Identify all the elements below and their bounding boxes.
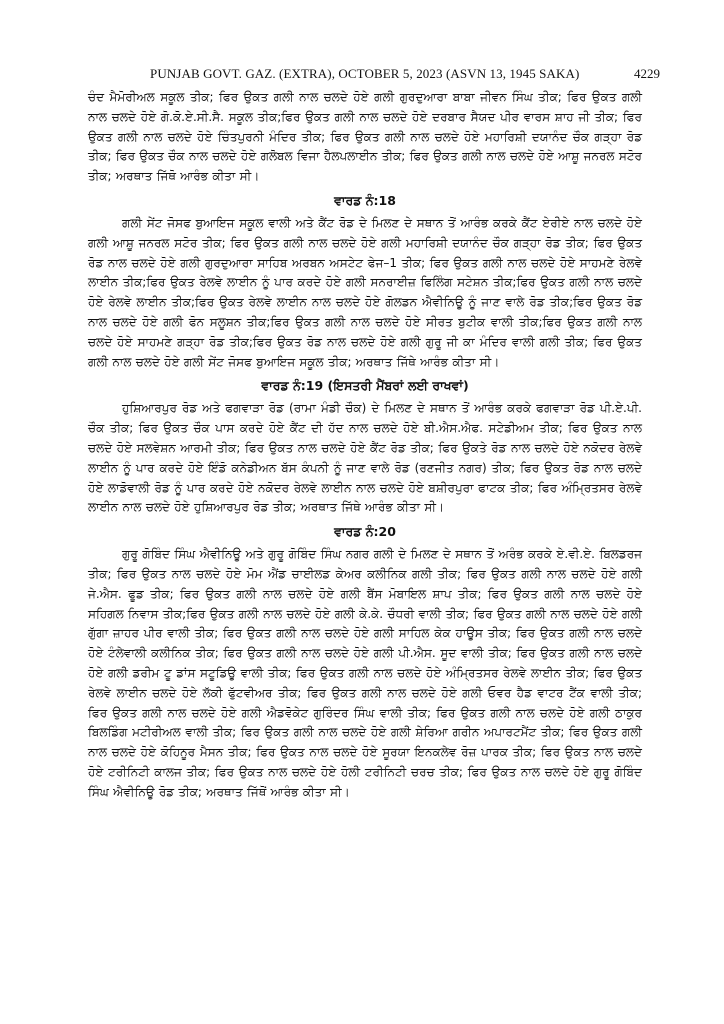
paragraph-ward-19: ਹੁਸ਼ਿਆਰਪੁਰ ਰੋਡ ਅਤੇ ਫਗਵਾੜਾ ਰੋਡ (ਰਾਮਾ ਮੰਡੀ ਚੌਕ) ਦੇ ਮਿਲਣ ਦੇ ਸਥਾਨ ਤੋਂ ਆਰੰਭ ਕਰਕੇ ਫਗਵਾੜਾ ਰੋਡ ਪੀ.ਏ.ਪੀ. ਚੌਕ ਤੀਕ; ਫਿਰ ਉਕਤ ਚੌਕ ਪਾਸ ਕਰਦੇ ਹੋਏ ਕੈਂਟ ਦੀ ਹੱਦ ਨਾਲ ਚਲਦੇ ਹੋਏ ਬੀ.ਐਸ.ਐਫ. ਸਟੇਡੀਅਮ ਤੀਕ; ਫਿਰ ਉਕਤ ਨਾਲ ਚਲਦੇ ਹੋਏ ਸਲਵੇਸ਼ਨ ਆਰਮੀ ਤੀਕ; ਫਿਰ ਉਕਤ ਨਾਲ ਚਲਦੇ ਹੋਏ ਕੈਂਟ ਰੋਡ ਤੀਕ; ਫਿਰ ਉਕਤੇ ਰੋਡ ਨਾਲ ਚਲਦੇ ਹੋਏ ਨਕੋਦਰ ਰੇਲਵੇ ਲਾਈਨ ਨੂੰ ਪਾਰ ਕਰਦੇ ਹੋਏ ਇੰਡੋ ਕਨੇਡੀਅਨ ਬੱਸ ਕੰਪਨੀ ਨੂੰ ਜਾਣ ਵਾਲੇ ਰੋਡ (ਰਣਜੀਤ ਨਗਰ) ਤੀਕ; ਫਿਰ ਉਕਤ ਰੋਡ ਨਾਲ ਚਲਦੇ ਹੋਏ ਲਾਡੋਵਾਲੀ ਰੋਡ ਨੂੰ ਪਾਰ ਕਰਦੇ ਹੋਏ ਨਕੋਦਰ ਰੇਲਵੇ ਲਾਈਨ ਨਾਲ ਚਲਦੇ ਹੋਏ ਬਸ਼ੀਰਪੁਰਾ ਫਾਟਕ ਤੀਕ; ਫਿਰ ਅੰਮ੍ਰਿਤਸਰ ਰੇਲਵੇ ਲਾਈਨ ਨਾਲ ਚਲਦੇ ਹੋਏ ਹੁਸ਼ਿਆਰਪੁਰ ਰੋਡ ਤੀਕ; ਅਰਥਾਤ ਜਿੱਥੇ ਆਰੰਭ ਕੀਤਾ ਸੀ। [88,401,642,515]
ward-18-heading: ਵਾਰਡ ਨੰ:18 [334,192,396,208]
ward-19-heading: ਵਾਰਡ ਨੰ:19 (ਇਸਤਰੀ ਮੈਂਬਰਾਂ ਲਈ ਰਾਖਵਾਂ) [261,378,469,394]
paragraph-ward-17-continued: ਚੰਦ ਮੈਮੋਰੀਅਲ ਸਕੂਲ ਤੀਕ; ਫਿਰ ਉਕਤ ਗਲੀ ਨਾਲ ਚਲਦੇ ਹੋਏ ਗਲੀ ਗੁਰਦੁਆਰਾ ਬਾਬਾ ਜੀਵਨ ਸਿੰਘ ਤੀਕ; ਫਿਰ ਉਕਤ ਗਲੀ ਨਾਲ ਚਲਦੇ ਹੋਏ ਗੋ.ਕੋ.ਏ.ਸੀ.ਸੈ. ਸਕੂਲ ਤੀਕ;ਫਿਰ ਉਕਤ ਗਲੀ ਨਾਲ ਚਲਦੇ ਹੋਏ ਦਰਬਾਰ ਸੈਯਦ ਪੀਰ ਵਾਰਸ ਸ਼ਾਹ ਜੀ ਤੀਕ; ਫਿਰ ਉਕਤ ਗਲੀ ਨਾਲ ਚਲਦੇ ਹੋਏ ਚਿੰਤਪੁਰਨੀ ਮੰਦਿਰ ਤੀਕ; ਫਿਰ ਉਕਤ ਗਲੀ ਨਾਲ ਚਲਦੇ ਹੋਏ ਮਹਾਰਿਸ਼ੀ ਦਯਾਨੰਦ ਚੌਕ ਗੜ੍ਹਾ ਰੋਡ ਤੀਕ; ਫਿਰ ਉਕਤ ਚੌਕ ਨਾਲ ਚਲਦੇ ਹੋਏ ਗਲੋਬਲ ਵਿਜਾ ਹੈਲਪਲਾਈਨ ਤੀਕ; ਫਿਰ ਉਕਤ ਗਲੀ ਨਾਲ ਚਲਦੇ ਹੋਏ ਆਸ਼ੂ ਜਨਰਲ ਸਟੋਰ ਤੀਕ; ਅਰਥਾਤ ਜਿੱਥੋ ਆਰੰਭ ਕੀਤਾ ਸੀ। [88,90,642,184]
paragraph-ward-20: ਗੁਰੂ ਗੋਬਿੰਦ ਸਿੰਘ ਐਵੀਨਿਊ ਅਤੇ ਗੁਰੂ ਗੋਬਿੰਦ ਸਿੰਘ ਨਗਰ ਗਲੀ ਦੇ ਮਿਲਣ ਦੇ ਸਥਾਨ ਤੋਂ ਅਰੰਭ ਕਰਕੇ ਏ.ਵੀ.ਏ. ਬਿਲਡਰਜ ਤੀਕ; ਫਿਰ ਉਕਤ ਨਾਲ ਚਲਦੇ ਹੋਏ ਮੋਮ ਐਂਡ ਚਾਈਲਡ ਕੇਅਰ ਕਲੀਨਿਕ ਗਲੀ ਤੀਕ; ਫਿਰ ਉਕਤ ਗਲੀ ਨਾਲ ਚਲਦੇ ਹੋਏ ਗਲੀ ਜੇ.ਐਸ. ਫੂਡ ਤੀਕ; ਫਿਰ ਉਕਤ ਗਲੀ ਨਾਲ ਚਲਦੇ ਹੋਏ ਗਲੀ ਬੈਂਸ ਮੋਬਾਇਲ ਸ਼ਾਪ ਤੀਕ; ਫਿਰ ਉਕਤ ਗਲੀ ਨਾਲ ਚਲਦੇ ਹੋਏ ਸਹਿਗਲ ਨਿਵਾਸ ਤੀਕ;ਫਿਰ ਉਕਤ ਗਲੀ ਨਾਲ ਚਲਦੇ ਹੋਏ ਗਲੀ ਕੇ.ਕੇ. ਚੌਧਰੀ ਵਾਲੀ ਤੀਕ; ਫਿਰ ਉਕਤ ਗਲੀ ਨਾਲ ਚਲਦੇ ਹੋਏ ਗਲੀ ਗੁੱਗਾ ਜ਼ਾਹਰ ਪੀਰ ਵਾਲੀ ਤੀਕ; ਫਿਰ ਉਕਤ ਗਲੀ ਨਾਲ ਚਲਦੇ ਹੋਏ ਗਲੀ ਸਾਹਿਲ ਕੇਕ ਹਾਊਸ ਤੀਕ; ਫਿਰ ਉਕਤ ਗਲੀ ਨਾਲ ਚਲਦੇ ਹੋਏ ਟੰਲੇਵਾਲੀ ਕਲੀਨਿਕ ਤੀਕ; ਫਿਰ ਉਕਤ ਗਲੀ ਨਾਲ ਚਲਦੇ ਹੋਏ ਗਲੀ ਪੀ.ਐਸ. ਸੂਦ ਵਾਲੀ ਤੀਕ; ਫਿਰ ਉਕਤ ਗਲੀ ਨਾਲ ਚਲਦੇ ਹੋਏ ਗਲੀ ਡਰੀਮ ਟੂ ਡਾਂਸ ਸਟੂਡਿਊ ਵਾਲੀ ਤੀਕ; ਫਿਰ ਉਕਤ ਗਲੀ ਨਾਲ ਚਲਦੇ ਹੋਏ ਅੰਮ੍ਰਿਤਸਰ ਰੇਲਵੇ ਲਾਈਨ ਤੀਕ; ਫਿਰ ਉਕਤ ਰੇਲਵੇ ਲਾਈਨ ਚਲਦੇ ਹੋਏ ਲੱਕੀ ਫੁੱਟਵੀਅਰ ਤੀਕ; ਫਿਰ ਉਕਤ ਗਲੀ ਨਾਲ ਚਲਦੇ ਹੋਏ ਗਲੀ ਓਵਰ ਹੈਡ ਵਾਟਰ ਟੈਂਕ ਵਾਲੀ ਤੀਕ; ਫਿਰ ਉਕਤ ਗਲੀ ਨਾਲ ਚਲਦੇ ਹੋਏ ਗਲੀ ਐਡਵੋਕੇਟ ਗੁਰਿੰਦਰ ਸਿੰਘ ਵਾਲੀ ਤੀਕ; ਫਿਰ ਉਕਤ ਗਲੀ ਨਾਲ ਚਲਦੇ ਹੋਏ ਗਲੀ ਠਾਕੁਰ ਬਿਲਡਿੰਗ ਮਟੀਰੀਅਲ ਵਾਲੀ ਤੀਕ; ਫਿਰ ਉਕਤ ਗਲੀ ਨਾਲ ਚਲਦੇ ਹੋਏ ਗਲੀ ਸ਼ੇਰਿਆ ਗਰੀਨ ਅਪਾਰਟਮੈਂਟ ਤੀਕ; ਫਿਰ ਉਕਤ ਗਲੀ ਨਾਲ ਚਲਦੇ ਹੋਏ ਕੋਹਿਨੂਰ ਮੈਸਨ ਤੀਕ; ਫਿਰ ਉਕਤ ਨਾਲ ਚਲਦੇ ਹੋਏ ਸੂਰਯਾ ਇਨਕਲੇਵ ਰੋਜ਼ ਪਾਰਕ ਤੀਕ; ਫਿਰ ਉਕਤ ਨਾਲ ਚਲਦੇ ਹੋਏ ਟਰੀਨਿਟੀ ਕਾਲਜ ਤੀਕ; ਫਿਰ ਉਕਤ ਨਾਲ ਚਲਦੇ ਹੋਏ ਹੋਲੀ ਟਰੀਨਿਟੀ ਚਰਚ ਤੀਕ; ਫਿਰ ਉਕਤ ਨਾਲ ਚਲਦੇ ਹੋਏ ਗੁਰੂ ਗੋਬਿੰਦ ਸਿੰਘ ਐਵੀਨਿਊ ਰੋਡ ਤੀਕ; ਅਰਥਾਤ ਜਿੱਥੋਂ ਆਰੰਭ ਕੀਤਾ ਸੀ। [88,547,642,799]
page-number: 4229 [634,66,660,81]
gazette-title: PUNJAB GOVT. GAZ. (EXTRA), OCTOBER 5, 2023 (ASVN 13, 1945 SAKA) [150,66,580,81]
page-header [88,66,660,88]
ward-20-heading: ਵਾਰਡ ਨੰ:20 [334,524,396,540]
paragraph-ward-18: ਗਲੀ ਸੇਂਟ ਜੋਸਫ ਬੁਆਇਜ ਸਕੂਲ ਵਾਲੀ ਅਤੇ ਕੈਂਟ ਰੋਡ ਦੇ ਮਿਲਣ ਦੇ ਸਥਾਨ ਤੋਂ ਆਰੰਭ ਕਰਕੇ ਕੈਂਟ ਏਰੀਏ ਨਾਲ ਚਲਦੇ ਹੋਏ ਗਲੀ ਆਸ਼ੂ ਜਨਰਲ ਸਟੋਰ ਤੀਕ; ਫਿਰ ਉਕਤ ਗਲੀ ਨਾਲ ਚਲਦੇ ਹੋਏ ਗਲੀ ਮਹਾਰਿਸ਼ੀ ਦਯਾਨੰਦ ਚੌਕ ਗੜ੍ਹਾ ਰੋਡ ਤੀਕ; ਫਿਰ ਉਕਤ ਰੋਡ ਨਾਲ ਚਲਦੇ ਹੋਏ ਗਲੀ ਗੁਰਦੁਆਰਾ ਸਾਹਿਬ ਅਰਬਨ ਅਸਟੇਟ ਫੇਜ–1 ਤੀਕ; ਫਿਰ ਉਕਤ ਗਲੀ ਨਾਲ ਚਲਦੇ ਹੋਏ ਸਾਹਮਣੇ ਰੇਲਵੇ ਲਾਈਨ ਤੀਕ;ਫਿਰ ਉਕਤ ਰੇਲਵੇ ਲਾਈਨ ਨੂੰ ਪਾਰ ਕਰਦੇ ਹੋਏ ਗਲੀ ਸਨਰਾਈਜ਼ ਫਿਲਿੰਗ ਸਟੇਸ਼ਨ ਤੀਕ;ਫਿਰ ਉਕਤ ਗਲੀ ਨਾਲ ਚਲਦੇ ਹੋਏ ਰੇਲਵੇ ਲਾਈਨ ਤੀਕ;ਫਿਰ ਉਕਤ ਰੇਲਵੇ ਲਾਈਨ ਨਾਲ ਚਲਦੇ ਹੋਏ ਗੋਲਡਨ ਐਵੀਨਿਊ ਨੂੰ ਜਾਣ ਵਾਲੇ ਰੋਡ ਤੀਕ;ਫਿਰ ਉਕਤ ਰੋਡ ਨਾਲ ਚਲਦੇ ਹੋਏ ਗਲੀ ਫੋਨ ਸਲੂਸ਼ਨ ਤੀਕ;ਫਿਰ ਉਕਤ ਗਲੀ ਨਾਲ ਚਲਦੇ ਹੋਏ ਸੀਰਤ ਬੁਟੀਕ ਵਾਲੀ ਤੀਕ;ਫਿਰ ਉਕਤ ਗਲੀ ਨਾਲ ਚਲਦੇ ਹੋਏ ਸਾਹਮਣੇ ਗੜ੍ਹਾ ਰੋਡ ਤੀਕ;ਫਿਰ ਉਕਤ ਰੋਡ ਨਾਲ ਚਲਦੇ ਹੋਏ ਗਲੀ ਗੁਰੂ ਜੀ ਕਾ ਮੰਦਿਰ ਵਾਲੀ ਗਲੀ ਤੀਕ; ਫਿਰ ਉਕਤ ਗਲੀ ਨਾਲ ਚਲਦੇ ਹੋਏ ਗਲੀ ਸੇਂਟ ਜੋਸਫ ਬੁਆਇਜ ਸਕੂਲ ਤੀਕ; ਅਰਥਾਤ ਜਿੱਥੇ ਆਰੰਭ ਕੀਤਾ ਸੀ। [88,215,642,369]
